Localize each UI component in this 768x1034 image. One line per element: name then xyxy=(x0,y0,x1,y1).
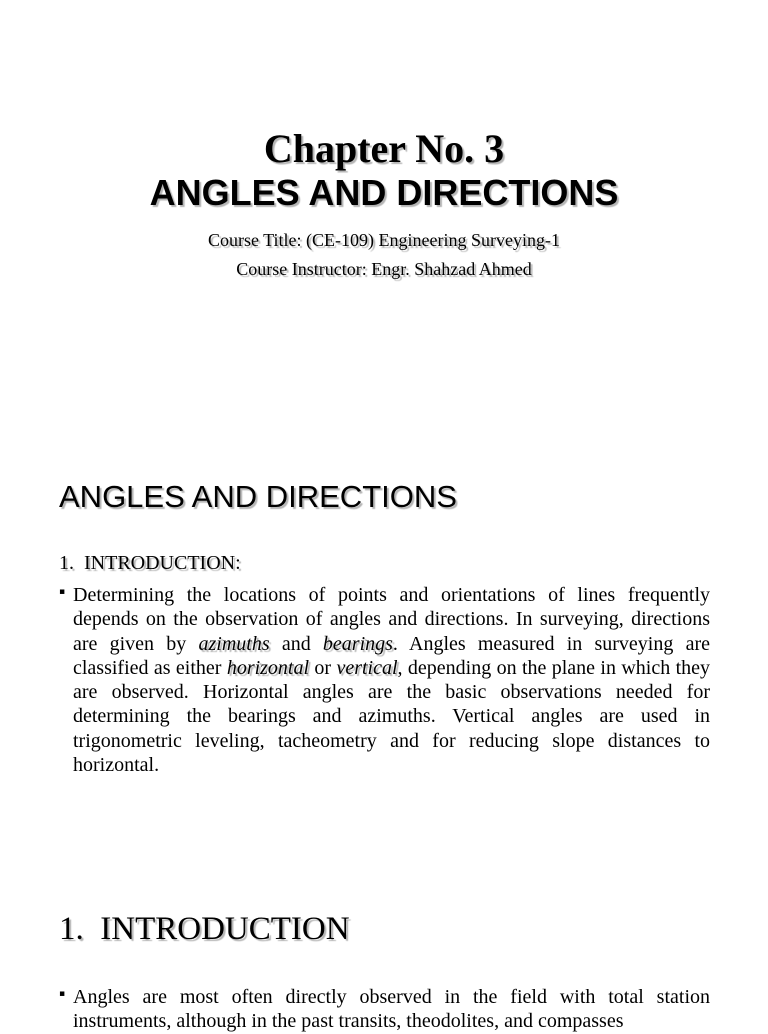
introduction-label: 1. INTRODUCTION: xyxy=(59,552,241,574)
paragraph-text: , depending on the plane in which they are observed. Horizontal angles are the basic observations needed for determining the bearings and azimuths. Vertical angles are used in trigonometric leveling, tacheometry and for reducing slope distances to horizontal. xyxy=(73,656,711,777)
term-bearings: bearings xyxy=(322,632,393,655)
angles-paragraph xyxy=(59,985,710,1034)
introduction-heading: 1. INTRODUCTION xyxy=(59,911,350,947)
bullet-icon: ▪ xyxy=(59,989,66,999)
chapter-title: ANGLES AND DIRECTIONS xyxy=(149,172,619,213)
term-vertical: vertical xyxy=(336,656,398,679)
course-instructor: Course Instructor: Engr. Shahzad Ahmed xyxy=(236,259,532,279)
course-title: Course Title: (CE-109) Engineering Surveying-1 xyxy=(208,230,560,250)
term-azimuths: azimuths xyxy=(198,632,270,655)
chapter-number: Chapter No. 3 xyxy=(263,126,505,171)
term-horizontal: horizontal xyxy=(226,656,310,679)
paragraph-text: Angles are most often directly observed in the field with total station instruments, although in the past transits, theodolites, and compasses xyxy=(73,986,710,1033)
bullet-icon: ▪ xyxy=(59,587,66,597)
introduction-paragraph xyxy=(59,583,711,777)
paragraph-text: and xyxy=(269,632,323,655)
section-heading: ANGLES AND DIRECTIONS xyxy=(59,479,457,514)
paragraph-text: or xyxy=(309,656,337,679)
paragraph-text: Determining the locations of points and orientations of lines frequently depends on the observation of angles and directions. In surveying, directions are given by xyxy=(73,584,710,655)
paragraph-text: . Angles measured in surveying are classified as either xyxy=(73,632,710,679)
